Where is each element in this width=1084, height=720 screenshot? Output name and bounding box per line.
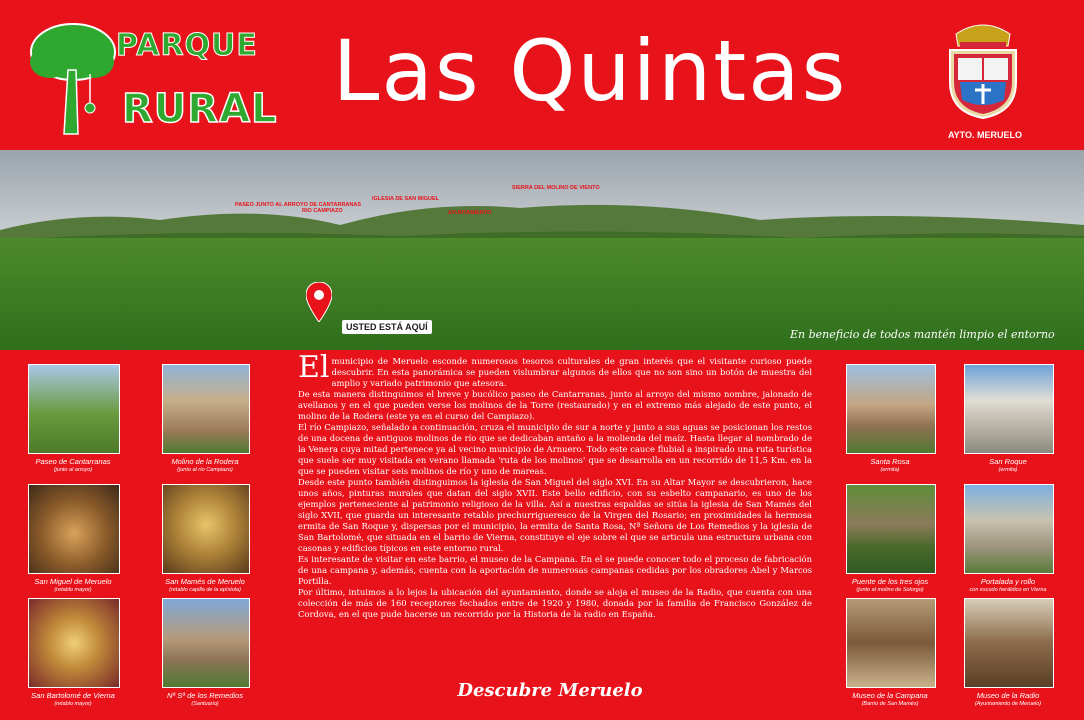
paragraph: municipio de Meruelo esconde numerosos tesoros culturales de gran interés que el visitante curioso puede descubrir. En esta panorámica se pueden vislumbrar algunos de ellos que no son sino un botón de muestra del amplio y variado patrimonio que atesora. (331, 356, 812, 388)
panorama-photo (0, 150, 1084, 350)
photo-santa-rosa (846, 364, 936, 454)
caption-title: Santa Rosa (870, 457, 910, 466)
photo-caption (948, 457, 1068, 475)
photo-caption (14, 457, 132, 475)
photo-caption (830, 691, 950, 709)
caption-sub: (Ayuntamiento de Meruelo) (974, 701, 1042, 707)
photo-caption (830, 577, 950, 595)
photo-san-roque (964, 364, 1054, 454)
caption-sub: (junto al molino de Solorgo) (856, 587, 924, 593)
caption-title: Museo de la Campana (852, 691, 928, 700)
location-pin-icon (306, 282, 332, 322)
panorama-label: AYUNTAMIENTO (448, 210, 492, 216)
photo-caption (948, 577, 1068, 595)
photo-caption (948, 691, 1068, 709)
caption-title: Nª Sª de los Remedios (167, 691, 243, 700)
caption-sub: (ermita) (998, 467, 1018, 473)
slogan: En beneficio de todos mantén limpio el entorno (790, 328, 1055, 341)
description-text (298, 350, 812, 620)
panorama-label: RIO CAMPIAZO (302, 208, 343, 214)
you-are-here-badge: USTED ESTÁ AQUÍ (342, 320, 432, 334)
photo-caption (830, 457, 950, 475)
caption-sub: (junto al río Campiazo) (177, 467, 233, 473)
photo-san-mames (162, 484, 250, 574)
caption-title: San Roque (989, 457, 1027, 466)
photo-puente-tres-ojos (846, 484, 936, 574)
caption-sub: (Barrio de San Mamés) (861, 701, 919, 707)
logo-parque-text: PARQUE (116, 28, 258, 63)
footer-brand: Descubre Meruelo (457, 680, 643, 701)
caption-sub: (ermita) (880, 467, 900, 473)
caption-sub: (retablo capilla de la epístola) (169, 587, 241, 593)
panorama-label: SIERRA DEL MOLINO DE VIENTO (512, 185, 600, 191)
caption-title: San Bartolomé de Vierna (31, 691, 115, 700)
municipal-crest-icon (938, 20, 1028, 120)
photo-san-miguel (28, 484, 120, 574)
photo-museo-campana (846, 598, 936, 688)
photo-portalada-rollo (964, 484, 1054, 574)
caption-sub: (retablo mayor) (54, 701, 92, 707)
caption-sub: con escudo heráldico en Vierna (969, 587, 1047, 593)
caption-sub: (junto al arroyo) (53, 467, 93, 473)
crest-caption: AYTO. MERUELO (947, 130, 1022, 140)
photo-museo-radio (964, 598, 1054, 688)
paragraph: Desde este punto también distinguimos la iglesia de San Miguel del siglo XVI. En su Altar Mayor se descubrieron, hace unos años, pinturas murales que datan del siglo XVII. Este bello edificio, con su esbelto campanario, es uno de los ejemplos perteneciente al patrimonio religioso de la villa. Así a nuestras espaldas se sitúa la iglesia de San Mamés del siglo XVII, que guarda un interesante retablo prechurrigueresco de la Virgen del Rosario; en proximidades la hermosa ermita de San Roque y, dispersas por el municipio, la ermita de Santa Rosa, Nª Señora de Los Remedios y la iglesia de San Bartolomé, que situada en el barrio de Vierna, constituye el eje sobre el que se articula una estructura urbana con casonas y edificios típicos en este entorno rural. (298, 477, 812, 553)
panorama-label: IGLESIA DE SAN MIGUEL (372, 196, 440, 202)
header (0, 0, 1084, 150)
paragraph: El río Campiazo, señalado a continuación, cruza el municipio de sur a norte y junto a sus aguas se posicionan los restos de una docena de antiguos molinos de río que se dedicaban antaño a la molienda del maíz. Hasta llegar al nombrado de la Venera cuya mitad pertenece ya al vecino municipio de Arnuero. Todo este cauce flubial a inspirado una ruta turística que suele ser muy visitada en verano llamada 'ruta de los molinos' que se desarrolla en un recorrido de 11,5 Km. en la que se pueden visitar seis molinos de río y uno de mareas. (298, 422, 812, 476)
tree-icon (28, 22, 118, 137)
photo-caption (146, 691, 264, 709)
caption-title: Museo de la Radio (976, 691, 1040, 700)
dropcap: El (298, 350, 330, 385)
caption-title: San Mamés de Meruelo (165, 577, 245, 586)
caption-title: Puente de los tres ojos (851, 577, 929, 586)
photo-remedios (162, 598, 250, 688)
photo-caption (146, 457, 264, 475)
caption-title: Portalada y rollo (980, 577, 1036, 586)
caption-title: San Miguel de Meruelo (34, 577, 112, 586)
photo-caption (146, 577, 264, 595)
photo-caption (14, 691, 132, 709)
caption-sub: (retablo mayor) (54, 587, 92, 593)
logo-rural-text: RURAL (122, 86, 278, 132)
paragraph: Es interesante de visitar en este barrio, el museo de la Campana. En el se puede conocer todo el proceso de fabricación de una campana y, además, cuenta con la aportación de numerosas campanas cedidas por los obradores Abel y Marcos Portilla. (298, 554, 812, 586)
paragraph: Por último, intuimos a lo lejos la ubicación del ayuntamiento, donde se aloja el museo de la Radio, que cuenta con una colección de más de 160 receptores fechados entre de 1920 y 1980, donada por la familia de Francisco González de Cordova, en el que pude hacerse un recorrido por la Historia de la radio en España. (298, 587, 812, 619)
caption-sub: (Santuario) (191, 701, 219, 707)
photo-san-bartolome (28, 598, 120, 688)
panorama-label: PASEO JUNTO AL ARROYO DE CANTARRANAS (235, 202, 362, 208)
page-title: Las Quintas (332, 22, 848, 120)
parque-rural-logo (28, 22, 278, 142)
photo-caption (14, 577, 132, 595)
photo-molino-rodera (162, 364, 250, 454)
caption-title: Paseo de Cantarranas (35, 457, 111, 466)
caption-title: Molino de la Rodera (171, 457, 239, 466)
paragraph: De esta manera distinguimos el breve y bucólico paseo de Cantarranas, junto al arroyo del mismo nombre, jalonado de avellanos y en el que pueden verse los molinos de la Torre (restaurado) y en el extremo más alejado de este punto, el molino de la Rodera (este ya en el curso del Campiazo). (298, 389, 812, 421)
photo-paseo-cantarranas (28, 364, 120, 454)
